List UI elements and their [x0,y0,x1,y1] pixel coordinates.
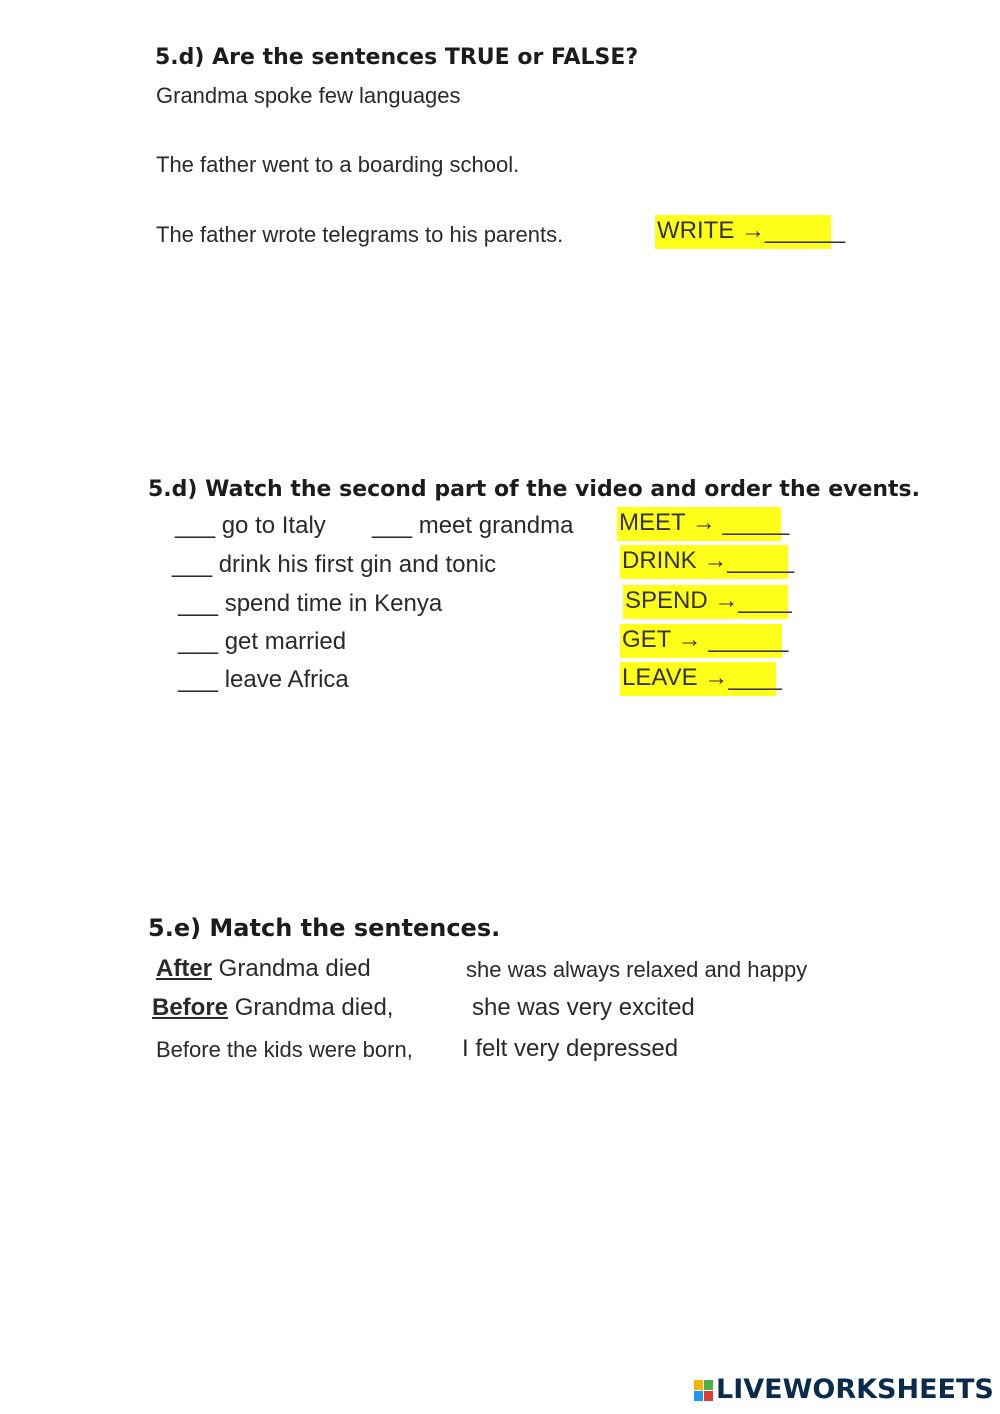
event-get-married: ___ get married [178,628,347,655]
drink-verb-box[interactable]: DRINK →_____ [620,545,788,579]
meet-verb-box[interactable]: MEET → _____ [617,507,781,541]
true-false-sentence-2: The father went to a boarding school. [156,152,520,177]
match-left-2 [152,994,393,1022]
section1-heading: 5.d) Are the sentences TRUE or FALSE? [155,45,639,70]
event-go-to-italy: ___ go to Italy [175,512,326,539]
liveworksheets-logo-icon [694,1380,714,1402]
match-left-1-keyword: After [156,955,213,982]
true-false-sentence-1: Grandma spoke few languages [156,83,461,108]
section2-heading: 5.d) Watch the second part of the video and order the events. [148,477,921,502]
event-drink-gin-tonic: ___ drink his first gin and tonic [172,551,497,578]
write-verb-box[interactable]: WRITE →______ [655,215,831,249]
event-meet-grandma: ___ meet grandma [372,512,574,539]
liveworksheets-brand: LIVEWORKSHEETS [716,1374,994,1405]
event-spend-time-kenya: ___ spend time in Kenya [178,590,443,617]
match-left-3: Before the kids were born, [156,1037,413,1062]
event-leave-africa: ___ leave Africa [178,666,349,693]
spend-verb-box[interactable]: SPEND →____ [623,585,788,619]
match-left-1 [156,955,371,983]
match-right-2: she was very excited [472,994,695,1021]
match-left-2-keyword: Before [152,994,229,1021]
leave-verb-box[interactable]: LEAVE →____ [620,662,776,696]
match-right-1: she was always relaxed and happy [466,957,808,982]
true-false-sentence-3: The father wrote telegrams to his parents. [156,222,564,247]
section3-heading: 5.e) Match the sentences. [148,914,501,942]
match-left-2-text: Grandma died, [228,994,394,1021]
get-verb-box[interactable]: GET → ______ [620,624,782,658]
match-left-1-text: Grandma died [212,955,371,982]
match-right-3: I felt very depressed [462,1035,679,1062]
